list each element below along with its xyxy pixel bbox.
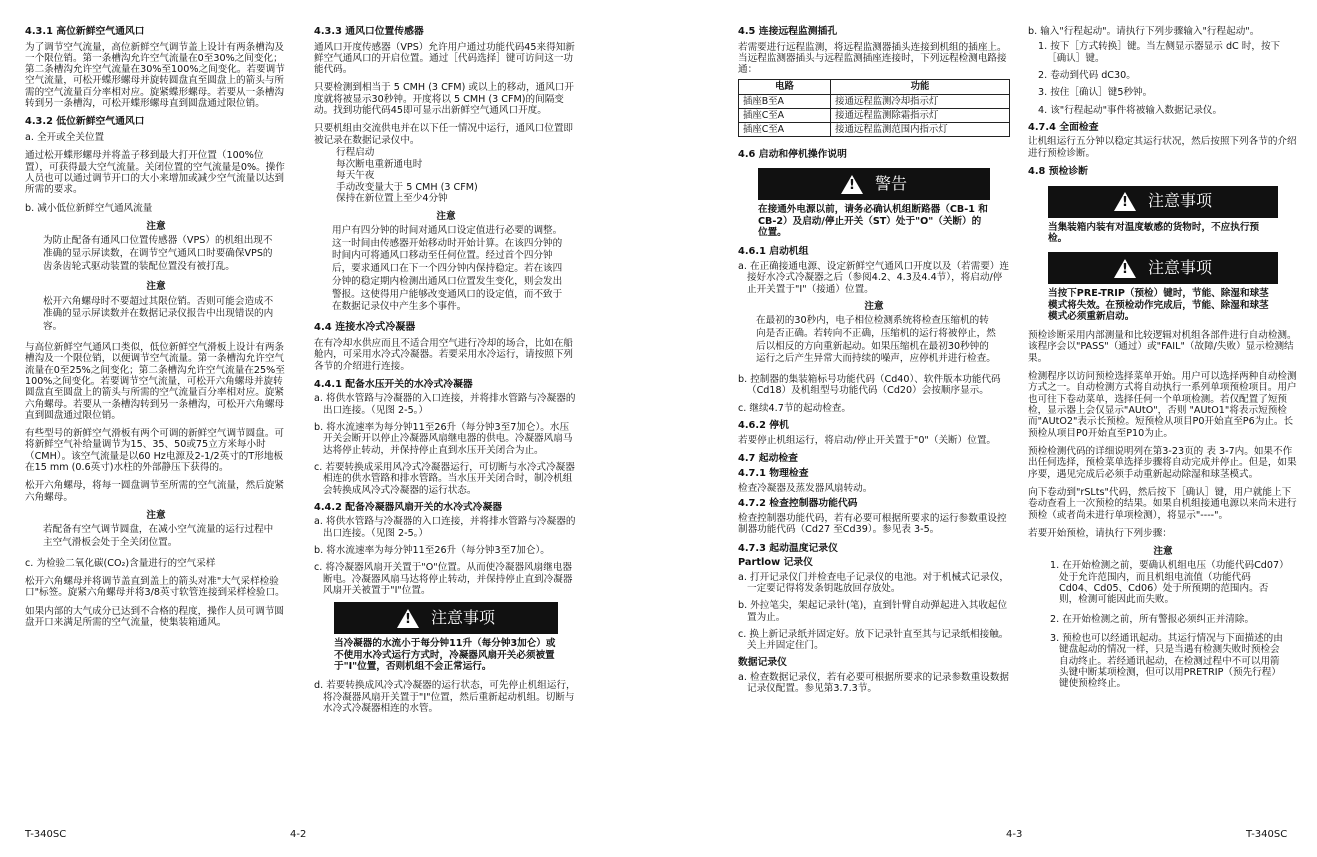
caution-banner <box>334 602 558 634</box>
section-4-3-2-paragraph: 通过松开蝶形螺母并将盖子移到最大打开位置（100%位置），可获得最大空气流量。关闭位置的空气流量是0%。操作人员也可以通过调节开口的大小来增加或减少空气流量以达到所需的要求。 <box>25 150 285 196</box>
warning-triangle-icon <box>841 175 863 194</box>
table-row <box>739 122 1010 136</box>
section-4-6-2-paragraph: 若要停止机组运行，将启动/停止开关置于"0"（关断）位置。 <box>738 434 997 446</box>
table-header-function: 功能 <box>831 80 1010 94</box>
footer-page-number: 4-2 <box>290 829 307 840</box>
list-item: 手动改变量大于 5 CMH (3 CFM) <box>336 181 478 193</box>
caution-label: 注意事项 <box>1147 257 1212 277</box>
table-cell: 插座B至A <box>739 94 831 108</box>
section-4-5-title: 4.5 连接远程监测插孔 <box>738 26 838 37</box>
section-4-4-2-item-a: a. 将供水管路与冷凝器的入口连接，并将排水管路与冷凝器的出口连接。（见图 2-5。） <box>314 516 576 539</box>
section-4-8-paragraph-4: 向下卷动到"rSLts"代码，然后按下［确认］键，用户就能上下卷动查看上一次预检的结果。如果自机组接通电源以来尚未进行预检（或者尚未进行单项检测），将显示"----"。 <box>1028 486 1297 521</box>
warning-label: 警告 <box>874 173 907 193</box>
left-page-column-2 <box>314 26 578 720</box>
list-item: 保持在新位置上至少4分钟 <box>336 193 448 205</box>
partlow-item-c: c. 换上新记录纸并固定好。放下记录针直至其与记录纸相接触。关上并固定住门。 <box>738 628 1009 652</box>
table-cell: 插座C至A <box>739 108 831 122</box>
right-page-column-2 <box>1028 26 1298 696</box>
note-title: 注意 <box>146 510 166 522</box>
paragraph-co2-sampling: 松开六角螺母并将调节盖直到盖上的箭头对准"大气采样检验口"标签。旋紧六角螺母并将3/8英寸软管连接到采样检验口。 <box>25 576 285 599</box>
list-item: 2. 在开始检测之前，所有警报必须纠正并清除。 <box>1050 613 1255 625</box>
section-4-3-2-item-b: b. 减小低位新鲜空气通风流量 <box>25 202 153 214</box>
caution-label: 注意事项 <box>1147 191 1212 211</box>
section-4-4-2-item-d: d. 若要转换成风冷式冷凝器的运行状态，可先停止机组运行，将冷凝器风扇开关置于"I"位置，然后重新起动机组。切断与水冷式冷凝器相连的水管。 <box>314 680 576 714</box>
right-page-column-1 <box>738 26 1010 701</box>
section-4-4-2-item-c: c. 将冷凝器风扇开关置于"O"位置。从而使冷凝器风扇继电器断电。冷凝器风扇马达将停止转动，并保持停止直到冷凝器风扇开关被置于"I"位置。 <box>314 562 573 596</box>
section-4-8-paragraph-2: 检测程序以访问预检选择菜单开始。用户可以选择两种自动检测方式之一。自动检测方式将自动执行一系列单项预检项目。用户也可往下卷动菜单，选择任何一个单项检测。若仅配置了短预检，显示器上会仅显示"AUtO"，否则 "AUtO1"将表示短预检而"AUtO2"表示长预检。短预检从项目P0开始直至P6为止。长预检从项目P0开始直至P10为止。 <box>1028 371 1297 439</box>
note-title: 注意 <box>864 300 884 312</box>
footer-doc-number: T-340SC <box>1246 829 1288 840</box>
section-4-6-title: 4.6 启动和停机操作说明 <box>738 148 847 160</box>
partlow-item-a: a. 打开记录仪门并检查电子记录仪的电池。对于机械式记录仪，一定要记得将发条钥匙放回存放处。 <box>738 571 1010 594</box>
section-4-4-1-item-c: c. 若要转换成采用风冷式冷凝器运行，可切断与水冷式冷凝器相连的供水管路和排水管路。当水压开关闭合时，制冷机组会转换成风冷式冷凝器的运行状态。 <box>314 461 575 496</box>
section-co2-sampling-item-c: c. 为检验二氧化碳(CO₂)含量进行的空气采样 <box>25 557 216 569</box>
warning-triangle-icon <box>1114 192 1136 211</box>
list-item: 3. 按住［确认］键5秒钟。 <box>1038 87 1153 99</box>
table-header-row <box>739 80 1010 94</box>
section-4-7-3-title: 4.7.3 起动温度记录仪 <box>738 542 838 554</box>
caution-text: 当冷凝器的水流小于每分钟11升（每分钟3加仑）或不使用水冷式运行方式时，冷凝器风扇开关必须被置于"I"位置，否则机组不会正常运行。 <box>334 638 556 672</box>
section-4-8-paragraph-1: 预检诊断采用内部测量和比较逻辑对机组各部件进行自动检测。该程序会以"PASS"（通过）或"FAIL"（故障/失败）显示检测结果。 <box>1028 330 1297 364</box>
section-4-6-1-title: 4.6.1 启动机组 <box>738 246 809 258</box>
section-4-3-2-title: 4.3.2 低位新鲜空气通风口 <box>25 116 145 128</box>
section-4-3-3-title: 4.3.3 通风口位置传感器 <box>314 26 424 37</box>
list-item: 2. 卷动到代码 dC30。 <box>1038 69 1136 81</box>
table-row <box>739 108 1010 122</box>
section-4-4-1-item-b: b. 将水流速率为每分钟11至26升（每分钟3至7加仑）。水压开关会断开以停止冷凝器风扇继电器的供电。冷凝器风扇马达将停止转动，并保持停止直到水压开关闭合为止。 <box>314 422 573 456</box>
list-item: 每天午夜 <box>336 170 375 182</box>
section-4-7-4-title: 4.7.4 全面检查 <box>1028 121 1099 133</box>
table-cell: 插座C至A <box>739 122 831 136</box>
partlow-item-b: b. 外拉笔尖，架起记录针(笔)，直到针臂自动弹起进入其收起位置为止。 <box>738 600 1008 623</box>
datalogger-item-a: a. 检查数据记录仪，若有必要可根据所要求的记录参数重设数据记录仪配置。参见第3.7.3节。 <box>738 672 1010 695</box>
section-4-4-1-title: 4.4.1 配备水压开关的水冷式冷凝器 <box>314 378 473 390</box>
paragraph-co2-ventilation: 如果内部的大气成分已达到不合格的程度，操作人员可调节圆盘开口来满足所需的空气流量，使集装箱通风。 <box>25 605 285 629</box>
caution-label: 注意事项 <box>430 607 495 627</box>
section-4-6-1-item-b: b. 控制器的集装箱标号功能代码（Cd40）、软件版本功能代码（Cd18）及机组型号功能代码（Cd20）会按顺序显示。 <box>738 374 1001 397</box>
warning-triangle-icon <box>397 609 419 628</box>
paragraph-low-vent-slide: 与高位新鲜空气通风口类似，低位新鲜空气滑板上设计有两条槽沟及一个限位销，以便调节空气流量。第一条槽沟允许空气流量在0至25%之间变化；第二条槽沟允许空气流量在25%至100%之间变化。若要调节空气流量，可松开六角螺母并旋转圆盘直至圆盘上的箭头与所需的空气流量百分率相对应。旋紧六角螺母。若要从一条槽沟转到另一条槽沟，可松开六角螺母直到圆盘通过限位销。 <box>25 341 285 421</box>
table-cell: 接通远程监测冷却指示灯 <box>831 94 1010 108</box>
note-body: 若配备有空气调节圆盘，在减小空气流量的运行过程中主空气滑板会处于全关闭位置。 <box>43 524 274 549</box>
warning-text: 在接通外电源以前，请务必确认机组断路器（CB-1 和 CB-2）及启动/停止开关（ST）处于"O"（关断）的位置。 <box>758 204 988 239</box>
section-4-4-1-item-a: a. 将供水管路与冷凝器的入口连接，并将排水管路与冷凝器的出口连接。（见图 2-5。） <box>314 393 576 416</box>
list-item: 4. 该"行程起动"事件将被输入数据记录仪。 <box>1038 104 1223 116</box>
section-4-7-1-paragraph: 检查冷凝器及蒸发器风扇转动。 <box>738 483 873 495</box>
remote-monitoring-table <box>738 79 1010 136</box>
section-4-3-3-paragraph-3: 只要机组由交流供电并在以下任一情况中运行，通风口位置即被记录在数据记录仪中。 <box>314 123 574 146</box>
section-4-7-2-title: 4.7.2 检查控制器功能代码 <box>738 498 858 510</box>
section-4-3-2-item-a: a. 全开或全关位置 <box>25 131 105 143</box>
footer-page-number: 4-3 <box>1006 829 1023 840</box>
caution-text: 当按下PRE-TRIP（预检）键时，节能、除湿和球茎模式将失效。在预检动作完成后，节能、除湿和球茎模式必须重新启动。 <box>1048 288 1269 322</box>
list-item: 1. 按下［方式转换］键。当左侧显示器显示 dC 时，按下［确认］键。 <box>1038 41 1281 64</box>
section-4-6-2-title: 4.6.2 停机 <box>738 420 789 432</box>
table-header-circuit: 电路 <box>739 80 831 94</box>
caution-banner <box>1048 186 1278 218</box>
warning-triangle-icon <box>1114 259 1136 278</box>
section-4-7-1-title: 4.7.1 物理检查 <box>738 468 809 480</box>
table-cell: 接通远程监测除霜指示灯 <box>831 108 1010 122</box>
trip-start-item-b: b. 输入"行程起动"。请执行下列步骤输入"行程起动"。 <box>1028 26 1260 37</box>
list-item: 行程启动 <box>336 147 375 159</box>
warning-banner <box>758 168 990 200</box>
caution-text: 当集装箱内装有对温度敏感的货物时，不应执行预检。 <box>1048 221 1260 244</box>
partlow-recorder-title: Partlow 记录仪 <box>738 557 813 569</box>
note-body: 在最初的30秒内，电子相位检测系统将检查压缩机的转向是否正确。若转向不正确，压缩机的运行将被停止，然后以相反的方向重新起动。如果压缩机在最初30秒钟的运行之后产生异常大而持续的噪声，应停机并进行检查。 <box>756 315 996 365</box>
section-4-7-2-paragraph: 检查控制器功能代码，若有必要可根据所要求的运行参数重设控制器功能代码（Cd27 至Cd39）。参见表 3-5。 <box>738 512 1007 536</box>
left-page <box>0 0 600 857</box>
section-4-8-title: 4.8 预检诊断 <box>1028 166 1088 178</box>
caution-banner <box>1048 252 1278 284</box>
note-title: 注意 <box>436 210 456 222</box>
section-4-3-1-title: 4.3.1 高位新鲜空气通风口 <box>25 26 145 37</box>
section-4-5-paragraph: 若需要进行远程监测，将远程监测器插头连接到机组的插座上。当远程监测器插头与远程监测插座连接时，下列远程检测电路接通： <box>738 41 1007 76</box>
table-cell: 接通远程监测范围内指示灯 <box>831 122 1010 136</box>
section-4-3-1-paragraph: 为了调节空气流量，高位新鲜空气调节盖上设计有两条槽沟及一个限位销。第一条槽沟允许空气流量在0至30%之间变化；第二条槽沟允许空气流量在30%至100%之间变化。若要调节空气流量，可松开蝶形螺母并旋转圆盘直至圆盘上的箭头与所需的空气流量百分率相对应。旋紧蝶形螺母。若要从一条槽沟转到另一条槽沟，可松开蝶形螺母直到圆盘通过限位销。 <box>25 41 285 110</box>
section-4-6-1-item-c: c. 继续4.7节的起动检查。 <box>738 402 851 414</box>
note-body: 为防止配备有通风口位置传感器（VPS）的机组出现不准确的显示屏读数，在调节空气通风口时要确保VPS的齿条齿轮式驱动装置的装配位置没有被打乱。 <box>43 235 273 272</box>
footer-doc-number: T-340SC <box>25 829 67 840</box>
section-4-4-title: 4.4 连接水冷式冷凝器 <box>314 322 416 334</box>
note-title: 注意 <box>146 220 166 232</box>
section-4-3-3-paragraph-1: 通风口开度传感器（VPS）允许用户通过功能代码45来得知新鲜空气通风口的开启位置。通过［代码选择］键可访问这一功能代码。 <box>314 41 575 76</box>
list-item: 1. 在开始检测之前，要确认机组电压（功能代码Cd07）处于允许范围内，而且机组电流值（功能代码Cd04、Cd05、Cd06）处于所预期的范围内。否则，检测可能因此而失败。 <box>1050 560 1284 606</box>
left-page-column-1 <box>25 26 287 635</box>
section-4-4-paragraph: 在有冷却水供应而且不适合用空气进行冷却的场合，比如在船舱内，可采用水冷式冷凝器。若要采用水冷运行，请按照下列各节的介绍进行连接。 <box>314 337 574 372</box>
pretrip-note-list <box>1050 560 1284 689</box>
section-4-8-paragraph-3: 预检检测代码的详细说明列在第3-23页的 表 3-7内。如果不作出任何选择，预检菜单选择步骤将自动完成并停止。但是，如果序要，遇见完成后必须手动重新起动除湿和球茎模式。 <box>1028 445 1297 480</box>
list-item: 3. 预检也可以经通讯起动。其运行情况与下面描述的由键盘起动的情况一样，只是当遇有检测失败时预检会自动终止。若经通讯起动，在检测过程中不可以用箭头键中断某项检测，但可以用PRETRIP（预先行程）键使预检终止。 <box>1050 633 1283 690</box>
datalogger-title: 数据记录仪 <box>738 657 787 669</box>
note-title: 注意 <box>146 281 166 293</box>
list-item: 每次断电重新通电时 <box>336 158 423 170</box>
note-title: 注意 <box>1153 546 1173 558</box>
paragraph-adjust-discs: 有些型号的新鲜空气滑板有两个可调的新鲜空气调节圆盘。可将新鲜空气补给量调节为15、35、50或75立方米每小时（CMH）。该空气流量是以60 Hz电源及2-1/2英寸的T形地板在15 mm (0.6英寸)水柱的外部静压下获得的。 <box>25 428 285 474</box>
section-4-4-2-title: 4.4.2 配备冷凝器风扇开关的水冷式冷凝器 <box>314 501 503 513</box>
section-4-7-4-paragraph: 让机组运行五分钟以稳定其运行状况，然后按照下列各节的介绍进行预检诊断。 <box>1028 136 1297 159</box>
table-row <box>739 94 1010 108</box>
section-4-8-paragraph-5: 若要开始预检，请执行下列步骤： <box>1028 527 1172 539</box>
section-4-7-title: 4.7 起动检查 <box>738 452 798 464</box>
section-4-3-3-paragraph-2: 只要检测到相当于 5 CMH (3 CFM) 或以上的移动，通风口开度就将被显示30秒钟。开度将以 5 CMH (3 CFM)的间隔变动。找到功能代码45即可显示出新鲜空气通风口开度。 <box>314 82 574 117</box>
paragraph-loosen-nut: 松开六角螺母，将每一圆盘调节至所需的空气流量，然后旋紧六角螺母。 <box>25 480 285 503</box>
note-body: 松开六角螺母时不要超过其限位销。否则可能会造成不准确的显示屏读数并在数据记录仪报告中出现错误的内容。 <box>43 295 274 333</box>
section-4-6-1-item-a: a. 在正确接通电源、设定新鲜空气通风口开度以及（若需要）连接好水冷式冷凝器之后（参阅4.2、4.3及4.4节），将启动/停止开关置于"I"（接通）位置。 <box>738 260 1010 295</box>
vent-record-conditions-list <box>336 147 578 205</box>
note-body: 用户有四分钟的时间对通风口设定值进行必要的调整。这一时间由传感器开始移动时开始计算。在该四分钟的时间内可将通风口移动至任何位置。经过首个四分钟后，要求通风口在下一个四分钟内保持稳定。若在该四分钟的稳定期内检测出通风口位置发生变化，则会发出警报。这使得用户能够改变通风口的设定值，而不致于在数据记录仪中产生多个事件。 <box>332 224 563 313</box>
section-4-4-2-item-b: b. 将水流速率为每分钟11至26升（每分钟3至7加仑）。 <box>314 545 550 557</box>
right-page <box>718 0 1317 857</box>
trip-start-steps <box>1038 41 1298 116</box>
